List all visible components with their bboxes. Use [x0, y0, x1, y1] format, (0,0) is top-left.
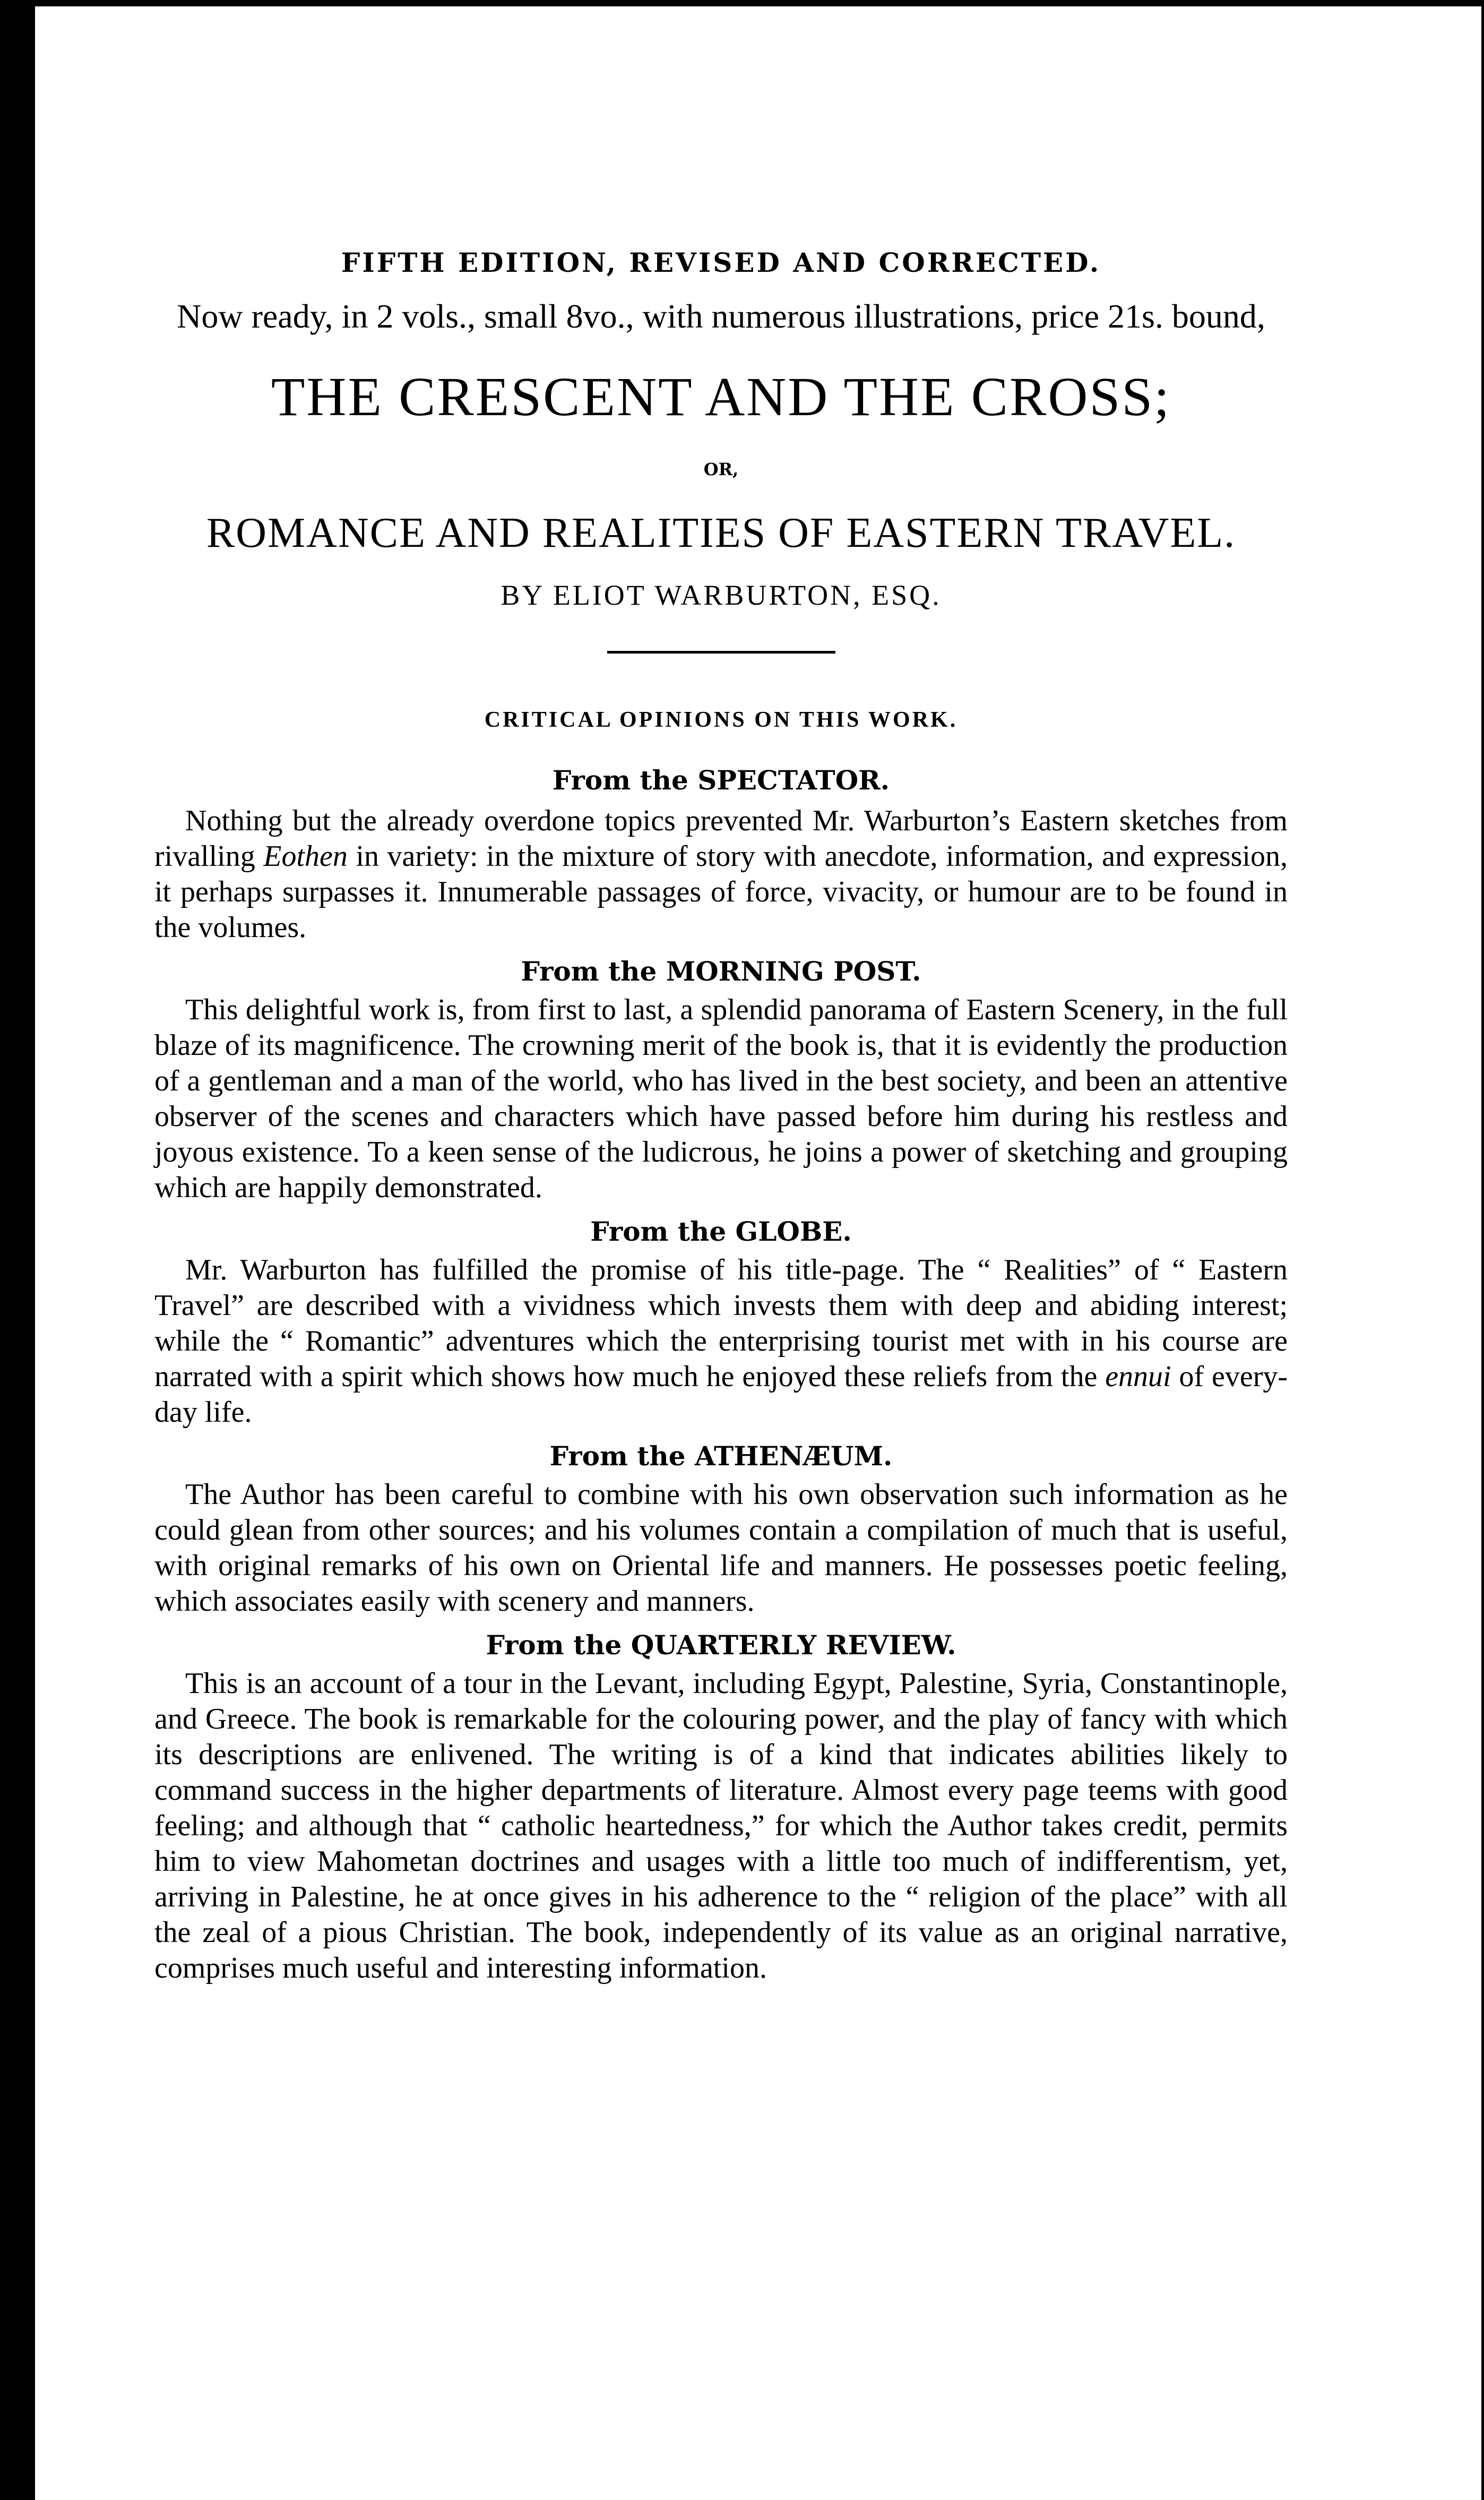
review-source: From the QUARTERLY REVIEW.	[486, 1629, 956, 1661]
review-text: Mr. Warburton has fulfilled the promise of his title-page. The “ Realities” of “ Eastern Travel” are described with a vividness which invests them with deep and abiding interest; while the “ Romantic” adventures which the enterprising tourist met with in his course are narrated with a spirit which shows how much he enjoyed these reliefs from the ennui of every-day life.	[154, 1253, 1288, 1429]
review-text: This delightful work is, from first to last, a splendid panorama of Eastern Scenery, in the full blaze of its magnificence. The crowning merit of the book is, that it is evidently the production of a gentleman and a man of the world, who has lived in the best society, and been an attentive observer of the scenes and characters which have passed before him during his restless and joyous existence. To a keen sense of the ludicrous, he joins a power of sketching and grouping which are happily demonstrated.	[154, 993, 1288, 1204]
review-source: From the SPECTATOR.	[552, 764, 890, 796]
opinions-heading: CRITICAL OPINIONS ON THIS WORK.	[484, 708, 958, 732]
page	[35, 6, 1481, 2500]
review-text: This is an account of a tour in the Levant, including Egypt, Palestine, Syria, Constantinople, and Greece. The book is remarkable for the colouring power, and the play of fancy with which its descriptions are enlivened. The writing is of a kind that indicates abilities likely to command success in the higher departments of literature. Almost every page teems with good feeling; and although that “ catholic heartedness,” for which the Author takes credit, permits him to view Mahometan doctrines and usages with a little too much of indifferentism, yet, arriving in Palestine, he at once gives in his adherence to the “ religion of the place” with all the zeal of a pious Christian. The book, independently of its value as an original narrative, comprises much useful and interesting information.	[154, 1667, 1288, 1984]
title-connector: OR,	[703, 459, 739, 479]
review-text: Nothing but the already overdone topics prevented Mr. Warburton’s Eastern sketches from rivalling Eothen in variety: in the mixture of story with anecdote, information, and expression, it perhaps surpasses it. Innumerable passages of force, vivacity, or humour are to be found in the volumes.	[154, 804, 1288, 944]
review-text: The Author has been careful to combine with his own observation such information as he could glean from other sources; and his volumes contain a compilation of much that is useful, with original remarks of his own on Oriental life and manners. He possesses poetic feeling, which associates easily with scenery and manners.	[154, 1478, 1288, 1618]
scan-border	[0, 0, 35, 2500]
divider	[607, 651, 835, 654]
book-title: THE CRESCENT AND THE CROSS;	[271, 366, 1171, 427]
book-author: BY ELIOT WARBURTON, ESQ.	[501, 579, 942, 611]
book-subtitle: ROMANCE AND REALITIES OF EASTERN TRAVEL.	[206, 510, 1236, 556]
edition-line: FIFTH EDITION, REVISED AND CORRECTED.	[341, 247, 1101, 278]
review-source: From the ATHENÆUM.	[549, 1440, 893, 1472]
review-source: From the MORNING POST.	[521, 956, 921, 987]
announcement: Now ready, in 2 vols., small 8vo., with numerous illustrations, price 21s. bound,	[177, 297, 1265, 335]
advertisement	[154, 229, 1288, 1986]
review-source: From the GLOBE.	[590, 1216, 852, 1247]
